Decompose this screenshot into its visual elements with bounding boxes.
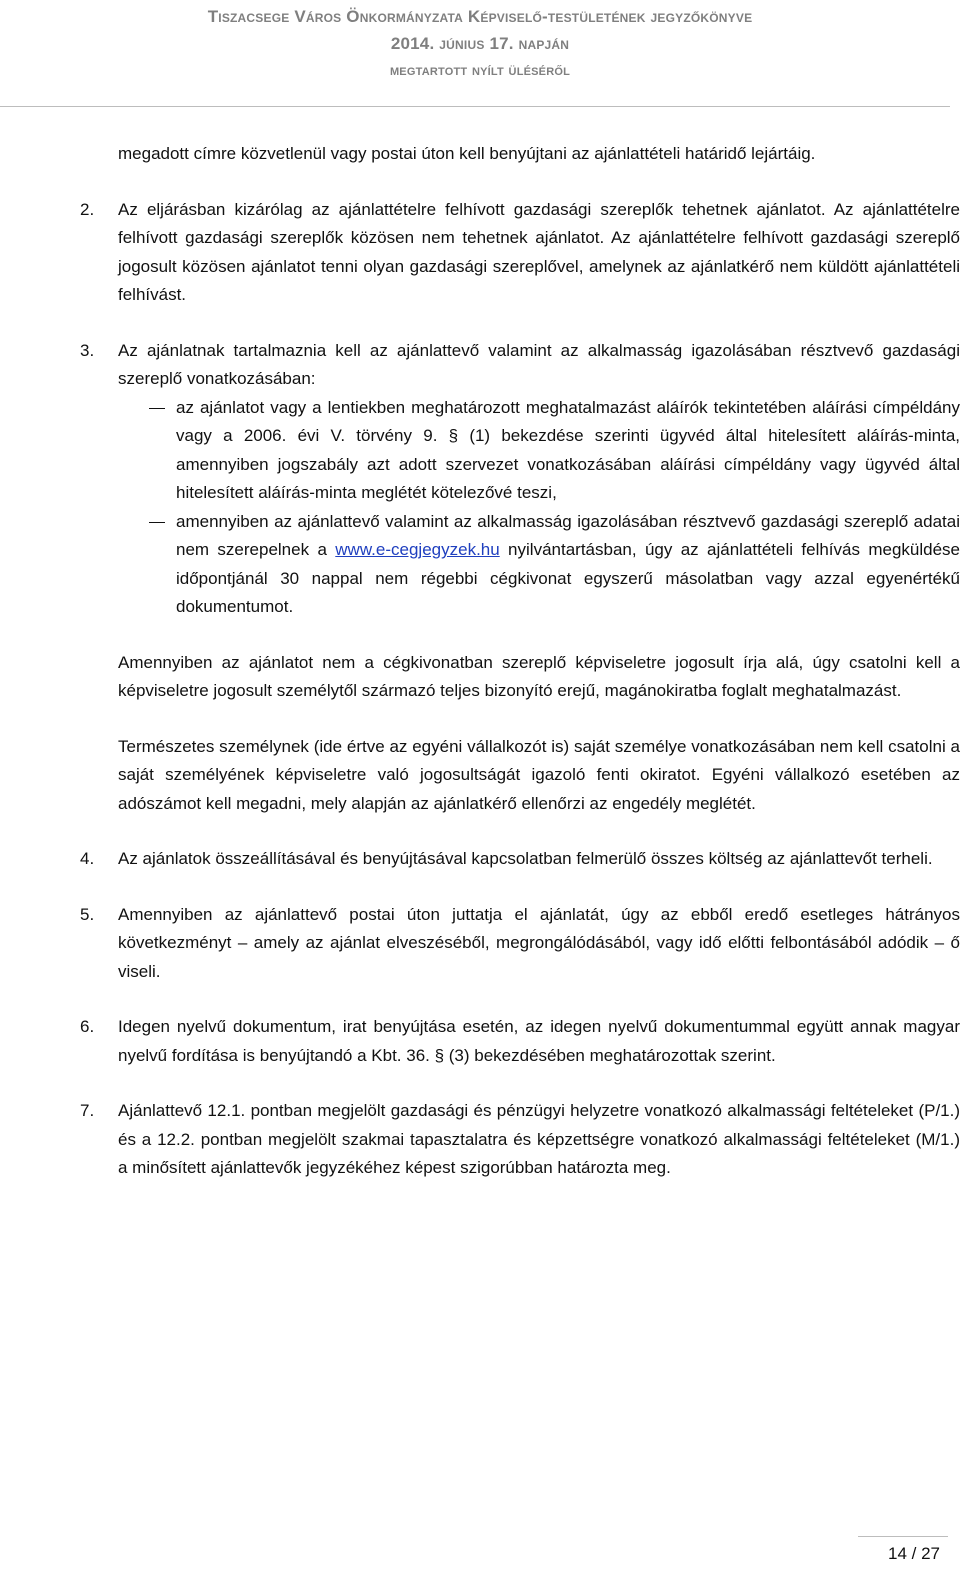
authorization-paragraph: Amennyiben az ajánlatot nem a cégkivonatban szereplő képviseletre jogosult írja alá, úgy csatolni kell a képviseletre jogosult személytől származó teljes bizonyító erejű, magánokiratba foglalt meghatalmazást.	[118, 652, 960, 700]
dash-icon	[149, 408, 165, 409]
bullet-item	[80, 508, 960, 622]
item-text: Az eljárásban kizárólag az ajánlattételre felhívott gazdasági szereplők tehetnek ajánlatot. Az ajánlattételre felhívott gazdasági szereplők közösen nem tehetnek ajánlatot. Az ajánlattételre felhívott gazdasági szereplő jogosult közösen ajánlatot tenni olyan gazdasági szereplővel, amelynek az ajánlatkérő nem küldött ajánlattételi felhívást.	[118, 199, 960, 304]
document-body	[80, 140, 960, 1183]
bullet-text-part: nyilvántartásban, úgy az ajánlattételi felhívás megküldése időpontjánál 30 nappal nem régebbi cégkivonat egyszerű másolatban vagy azzal egyenértékű dokumentumot.	[176, 540, 960, 616]
item-number: 7.	[80, 1101, 95, 1120]
item-number: 3.	[80, 340, 95, 360]
bullet-item	[80, 394, 960, 508]
e-cegjegyzek-link[interactable]: www.e-cegjegyzek.hu	[335, 540, 500, 559]
intro-paragraph: megadott címre közvetlenül vagy postai úton kell benyújtani az ajánlattételi határidő lejártáig.	[118, 144, 816, 163]
item-text: Amennyiben az ajánlattevő postai úton juttatja el ajánlatát, úgy az ebből eredő esetleges hátrányos következményt – amely az ajánlat elveszéséből, megrongálódásából, vagy idő előtti felbontásából adódik – ő viseli.	[118, 904, 960, 981]
footer-divider	[858, 1536, 948, 1537]
header-divider	[0, 106, 950, 107]
list-item-2	[80, 196, 960, 310]
item-text: Az ajánlatok összeállításával és benyújtásával kapcsolatban felmerülő összes költség az ajánlattevőt terheli.	[118, 849, 933, 868]
item-number: 5.	[80, 904, 95, 924]
dash-icon	[149, 522, 165, 523]
item-text: Idegen nyelvű dokumentum, irat benyújtása esetén, az idegen nyelvű dokumentummal együtt annak magyar nyelvű fordítása is benyújtandó a Kbt. 36. § (3) bekezdésében meghatározottak szerint.	[118, 1017, 960, 1065]
item-text: Az ajánlatnak tartalmaznia kell az ajánlattevő valamint az alkalmasság igazolásában résztvevő gazdasági szereplő vonatkozásában:	[118, 340, 960, 388]
item-number: 6.	[80, 1017, 95, 1036]
list-item-6	[80, 1013, 960, 1070]
list-item-7	[80, 1097, 960, 1183]
header-subtitle: megtartott nyílt üléséről	[389, 62, 571, 79]
bullet-text: az ajánlatot vagy a lentiekben meghatározott meghatalmazást aláírók tekintetében aláírási címpéldány vagy a 2006. évi V. törvény 9. § (1) bekezdése szerinti ügyvéd által hitelesített aláírás-minta, amennyiben jogszabály azt adott szervezet vonatkozásában aláírási címpéldány vagy ügyvéd által hitelesített aláírás-minta meglétét kötelezővé teszi,	[176, 397, 960, 502]
list-item-3	[80, 337, 960, 394]
list-item-4	[80, 845, 960, 874]
list-item-5	[80, 901, 960, 987]
header-date: 2014. június 17. napján	[390, 34, 570, 53]
page-number: 14 / 27	[888, 1544, 940, 1563]
item-text: Ajánlattevő 12.1. pontban megjelölt gazdasági és pénzügyi helyzetre vonatkozó alkalmassági feltételeket (P/1.) és a 12.2. pontban megjelölt szakmai tapasztalatra és képzettségre vonatkozó alkalmassági feltételeket (M/1.) a minősített ajánlattevők jegyzékéhez képest szigorúbban határozta meg.	[118, 1101, 960, 1177]
header-title: Tiszacsege Város Önkormányzata Képviselő-testületének jegyzőkönyve	[207, 7, 753, 26]
item-number: 2.	[80, 199, 95, 219]
item-number: 4.	[80, 849, 95, 868]
natural-person-paragraph: Természetes személynek (ide értve az egyéni vállalkozót is) saját személye vonatkozásában nem kell csatolni a saját személyének képviseletre való jogosultságát igazoló fenti okiratot. Egyéni vállalkozó esetében az adószámot kell megadni, mely alapján az ajánlatkérő ellenőrzi az engedély meglétét.	[118, 736, 960, 813]
bullet-text-part: amennyiben az ajánlattevő valamint az alkalmasság igazolásában résztvevő gazdasági szereplő adatai nem szerepelnek a	[176, 511, 960, 559]
page-header	[0, 4, 960, 83]
bullet-text	[176, 508, 960, 622]
